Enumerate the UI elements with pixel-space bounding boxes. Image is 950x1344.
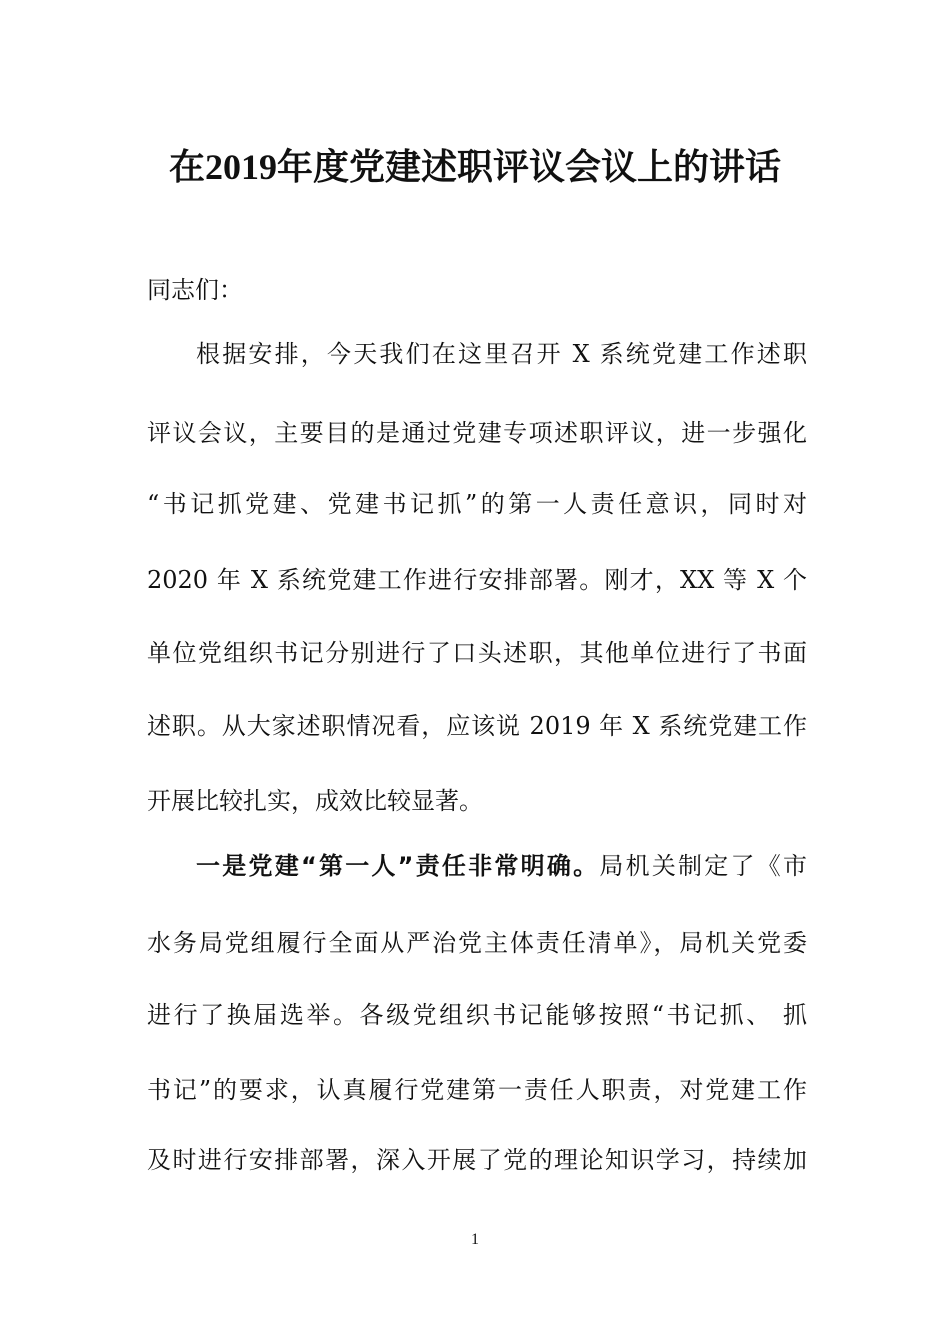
paragraph-text: 局机关制定了《市 <box>599 852 807 880</box>
paragraph-line: 进行了换届选举。各级党组织书记能够按照“书记抓、 抓 <box>147 1001 807 1029</box>
paragraph-line: 水务局党组履行全面从严治党主体责任清单》，局机关党委 <box>147 929 807 957</box>
paragraph-line <box>196 846 807 886</box>
paragraph-line: 2020 年 X 系统党建工作进行安排部署。刚才，XX 等 X 个 <box>147 566 807 594</box>
paragraph-line: “书记抓党建、党建书记抓”的第一人责任意识，同时对 <box>147 490 807 518</box>
paragraph-line: 书记”的要求，认真履行党建第一责任人职责，对党建工作 <box>147 1076 807 1104</box>
paragraph-line: 述职。从大家述职情况看，应该说 2019 年 X 系统党建工作 <box>147 712 807 740</box>
paragraph-line: 开展比较扎实，成效比较显著。 <box>147 787 483 815</box>
paragraph-line: 及时进行安排部署，深入开展了党的理论知识学习，持续加 <box>147 1146 807 1174</box>
paragraph-line: 评议会议，主要目的是通过党建专项述职评议，进一步强化 <box>147 419 807 447</box>
paragraph-line: 单位党组织书记分别进行了口头述职，其他单位进行了书面 <box>147 639 807 667</box>
salutation: 同志们： <box>147 276 243 304</box>
paragraph-line: 根据安排，今天我们在这里召开 X 系统党建工作述职 <box>196 340 807 368</box>
document-title: 在2019年度党建述职评议会议上的讲话 <box>168 147 781 187</box>
page-number: 1 <box>471 1231 479 1248</box>
paragraph-heading: 一是党建“第一人”责任非常明确。 <box>196 852 600 880</box>
